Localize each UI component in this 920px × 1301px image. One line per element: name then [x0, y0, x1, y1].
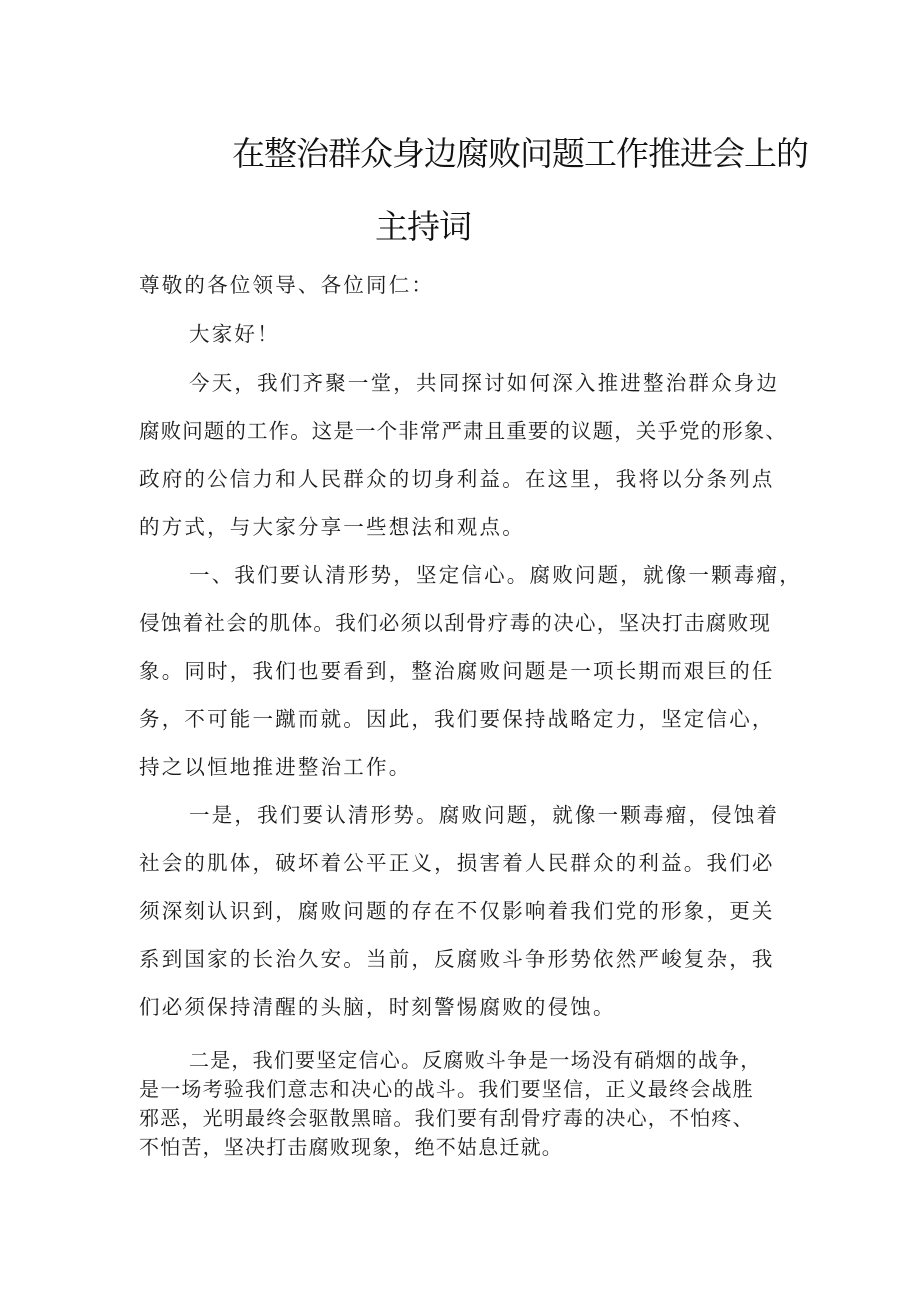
paragraph-4-line: 邪恶，光明最终会驱散黑暗。我们要有刮骨疗毒的决心，不怕疼、: [139, 1106, 754, 1130]
document-title-line-2: 主持词: [375, 207, 471, 246]
paragraph-1-line: 的方式，与大家分享一些想法和观点。: [139, 515, 525, 539]
greeting: 大家好！: [189, 322, 280, 346]
paragraph-4-line: 是一场考验我们意志和决心的战斗。我们要坚信，正义最终会战胜: [139, 1077, 754, 1101]
paragraph-1-line: 今天，我们齐聚一堂，共同探讨如何深入推进整治群众身边: [189, 371, 780, 395]
document-title-line-1: 在整治群众身边腐败问题工作推进会上的: [232, 134, 808, 173]
paragraph-3-line: 们必须保持清醒的头脑，时刻警惕腐败的侵蚀。: [139, 995, 616, 1019]
paragraph-4-line: 不怕苦，坚决打击腐败现象，绝不姑息迁就。: [139, 1135, 563, 1159]
paragraph-1-line: 政府的公信力和人民群众的切身利益。在这里，我将以分条列点: [139, 467, 775, 491]
paragraph-3-line: 须深刻认识到，腐败问题的存在不仅影响着我们党的形象，更关: [139, 899, 775, 923]
paragraph-2-line: 一、我们要认清形势，坚定信心。腐败问题，就像一颗毒瘤，: [189, 563, 802, 587]
paragraph-2-line: 侵蚀着社会的肌体。我们必须以刮骨疗毒的决心，坚决打击腐败现: [139, 611, 772, 635]
paragraph-3-line: 系到国家的长治久安。当前，反腐败斗争形势依然严峻复杂，我: [139, 947, 775, 971]
paragraph-3-line: 社会的肌体，破坏着公平正义，损害着人民群众的利益。我们必: [139, 851, 775, 875]
paragraph-2-line: 务，不可能一蹴而就。因此，我们要保持战略定力，坚定信心，: [139, 707, 775, 731]
paragraph-4-line: 二是，我们要坚定信心。反腐败斗争是一场没有硝烟的战争，: [189, 1048, 762, 1072]
salutation: 尊敬的各位领导、各位同仁：: [139, 273, 435, 297]
paragraph-1-line: 腐败问题的工作。这是一个非常严肃且重要的议题，关乎党的形象、: [139, 419, 787, 443]
paragraph-2-line: 持之以恒地推进整治工作。: [139, 755, 412, 779]
paragraph-2-line: 象。同时，我们也要看到，整治腐败问题是一项长期而艰巨的任: [139, 659, 775, 683]
paragraph-3-line: 一是，我们要认清形势。腐败问题，就像一颗毒瘤，侵蚀着: [189, 803, 780, 827]
